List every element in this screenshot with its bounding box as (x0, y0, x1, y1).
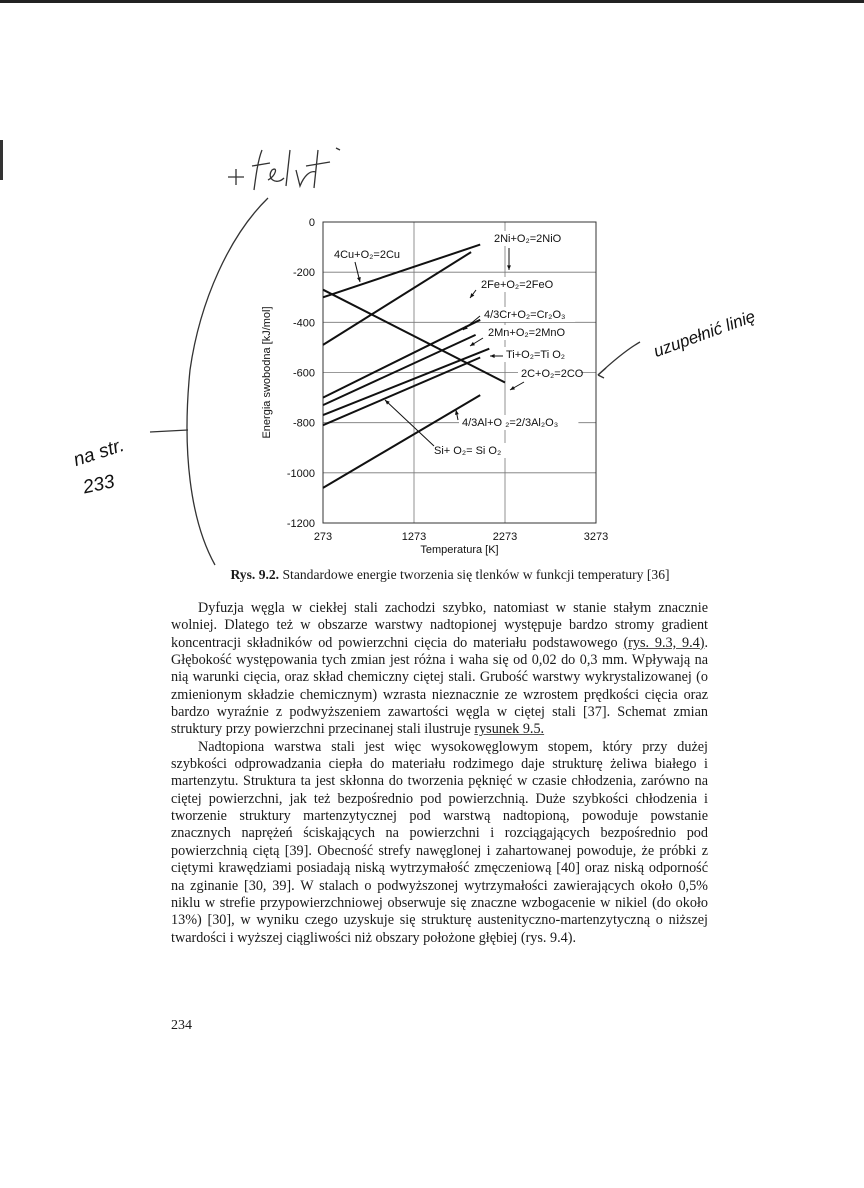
paragraph-1 (171, 600, 708, 739)
x-axis-label: Temperatura [K] (420, 544, 499, 556)
annotation-label: Si+ O₂= Si O₂ (434, 445, 502, 457)
annotation-arrowhead (507, 265, 511, 270)
figure-caption (170, 567, 730, 583)
annotation-label: 4/3Cr+O₂=Cr₂O₃ (484, 309, 566, 321)
body-text (171, 600, 708, 947)
handwritten-left-note-1: na str. (70, 434, 127, 472)
series-line (323, 252, 471, 345)
y-tick-label: -400 (292, 317, 315, 330)
y-tick-label: -1000 (286, 467, 315, 480)
x-tick-label: 273 (313, 531, 333, 543)
plot-area (261, 217, 608, 556)
y-tick-label: 0 (308, 217, 315, 229)
caption-text: Standardowe energie tworzenia się tlenków w funkcji temperatury [36] (279, 567, 670, 582)
x-tick-label: 3273 (583, 531, 609, 543)
y-axis-label: Energia swobodna [kJ/mol] (261, 306, 273, 439)
page-number: 234 (171, 1018, 192, 1033)
annotation-label: 4/3Al+O ₂=2/3Al₂O₃ (462, 417, 559, 429)
paragraph-1-text-b: . Głębokość występowania tych zmian jest różna i waha się od 0,02 do 0,3 mm. Wpływają na nią warunki cięcia, oraz skład chemiczny ciętej stali. Grubość warstwy wykrystalizowanej (o zmienionym składzie chemicznym) wzrasta nieznacznie ze wzrostem prędkości cięcia oraz bardzo wyraźnie z podwyższeniem zawartości węgla w ciętej stali [37]. Schemat zmian struktury przy powierzchni przecinanej stali ilustruje (171, 634, 708, 738)
x-tick-label: 2273 (492, 531, 518, 543)
y-tick-label: -800 (292, 417, 315, 430)
annotation-arrowhead (490, 354, 495, 358)
annotation-label: 2C+O₂=2CO (521, 368, 584, 380)
annotation-label: 2Mn+O₂=2MnO (488, 327, 566, 339)
series-line (323, 395, 480, 488)
paragraph-1-text-a: Dyfuzja węgla w ciekłej stali zachodzi szybko, natomiast w stanie stałym znacznie wolniej. Dlatego też w obszarze warstwy nadtopionej występuje bardzo stromy gradient koncentracji składników od powierzchni cięcia do materiału podstawowego (171, 600, 708, 651)
y-tick-label: -600 (292, 367, 315, 380)
annotation-label: 2Fe+O₂=2FeO (481, 279, 554, 291)
x-tick-label: 1273 (401, 531, 427, 543)
annotation-label: 2Ni+O₂=2NiO (494, 233, 562, 245)
annotation-label: Ti+O₂=Ti O₂ (506, 349, 566, 361)
y-tick-label: -200 (292, 267, 315, 280)
caption-label: Rys. 9.2. (230, 567, 280, 582)
figure-reference-link-2: rysunek 9.5. (474, 721, 545, 738)
figure-reference-link: (rys. 9.3, 9.4) (623, 634, 705, 651)
y-tick-label: -1200 (286, 518, 315, 530)
paragraph-2: Nadtopiona warstwa stali jest więc wysokowęglowym stopem, który przy dużej szybkości odprowadzania ciepła do materiału rodzimego daje strukturę żeliwa białego i martenzytu. Struktura ta jest skłonna do tworzenia pęknięć w czasie chłodzenia, zarówno na ciętej powierzchni, jak też bezpośrednio pod powierzchnią. Duże szybkości chłodzenia i tworzenie struktury martenzytycznej pod warstwą nadtopioną, powoduje powstanie znacznych naprężeń ściskających na powierzchni i rozciągających bezpośrednio pod powierzchnią ciętą [39]. Obecność strefy nawęglonej i zahartowanej powoduje, że próbki z ciętymi krawędziami posiadają niską wytrzymałość zmęczeniową [40] oraz niską odporność na zginanie [30, 39]. W stalach o podwyższonej wytrzymałości zawierających około 0,5% niklu w strefie przypowierzchniowej obserwuje się znaczne wzbogacenie w nikiel (do około 13%) [30], w wyniku czego uzyskuje się strukturę austenityczno-martenzytyczną o niższej twardości i wyższej ciągliwości niż obszary położone głębiej (rys. 9.4). (171, 738, 708, 946)
handwritten-left-note-2: 233 (81, 471, 117, 499)
handwritten-right-note: uzupełnić linię (650, 306, 758, 362)
annotation-label: 4Cu+O₂=2Cu (334, 249, 401, 261)
